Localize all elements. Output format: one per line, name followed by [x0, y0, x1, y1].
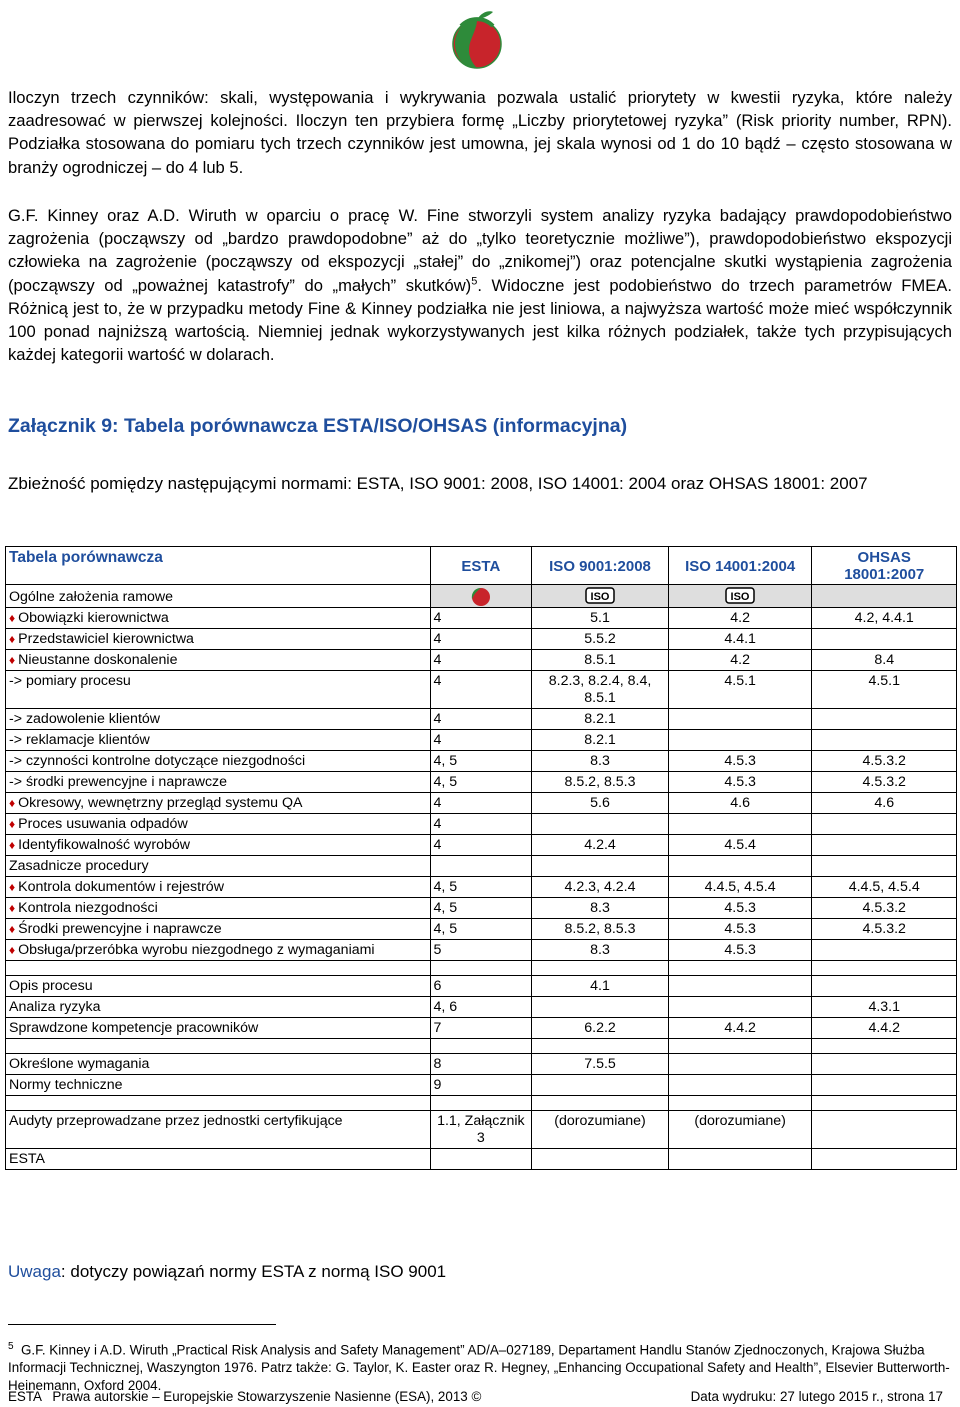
cell-ohsas	[812, 814, 957, 835]
cell-esta: 6	[430, 976, 532, 997]
cell-ohsas	[812, 940, 957, 961]
cell-iso14001	[668, 1054, 812, 1075]
cell-ohsas: 4.5.3.2	[812, 751, 957, 772]
cell-iso14001	[668, 730, 812, 751]
cell-esta: 4	[430, 671, 532, 709]
row-label-text: Analiza ryzyka	[9, 999, 101, 1015]
cell-ohsas: 4.2, 4.4.1	[812, 608, 957, 629]
cell-iso14001	[668, 1075, 812, 1096]
row-label	[6, 814, 431, 835]
table-row	[6, 709, 957, 730]
cell-esta: 4, 6	[430, 997, 532, 1018]
svg-text:ISO: ISO	[590, 591, 610, 604]
cell-esta: 4	[430, 793, 532, 814]
cell-esta: 4	[430, 730, 532, 751]
cell-esta	[430, 856, 532, 877]
diamond-bullet-icon: ♦	[9, 838, 16, 852]
cell-iso9001: 8.5.2, 8.5.3	[532, 919, 669, 940]
cell-ohsas: 4.5.1	[812, 671, 957, 709]
iso-logo-icon	[585, 587, 615, 604]
row-label	[6, 608, 431, 629]
diamond-bullet-icon: ♦	[9, 943, 16, 957]
iso14001-logo-cell	[668, 585, 812, 608]
iso9001-logo-cell	[532, 585, 669, 608]
row-label	[6, 772, 431, 793]
footnote-number: 5	[8, 1341, 14, 1352]
cell-iso14001	[668, 976, 812, 997]
table-logo-row	[6, 585, 957, 608]
cell-ohsas	[812, 856, 957, 877]
cell-iso9001	[532, 856, 669, 877]
footnote	[8, 1338, 952, 1394]
row-label	[6, 1018, 431, 1039]
cell-esta: 4, 5	[430, 877, 532, 898]
cell-iso14001: 4.6	[668, 793, 812, 814]
cell-iso9001: 7.5.5	[532, 1054, 669, 1075]
row-label-text: Kontrola niezgodności	[18, 900, 158, 916]
cell-iso9001: 5.5.2	[532, 629, 669, 650]
row-label	[6, 1149, 431, 1170]
cell-iso9001	[532, 1149, 669, 1170]
row-label-text: Proces usuwania odpadów	[18, 816, 188, 832]
footnote-text: G.F. Kinney i A.D. Wiruth „Practical Risk Analysis and Safety Management” AD/A–027189, Departament Handlu Stanów Zjednoczonych, Krajowa Służba Informacji Technicznej, Waszyngton 1976. Patrz także: G. Taylor, K. Easter oraz R. Hegney, „Enhancing Occupational Safety and Health”, Elsevier Butterworth-Heinemann, Oxford 2004.	[8, 1342, 950, 1393]
table-row	[6, 940, 957, 961]
esta-logo-icon	[447, 6, 507, 72]
table-row	[6, 751, 957, 772]
row-label	[6, 671, 431, 709]
table-spacer-row	[6, 1039, 957, 1054]
intro-text: Zbieżność pomiędzy następującymi normami: ESTA, ISO 9001: 2008, ISO 14001: 2004 oraz OHSAS 18001: 2007	[8, 474, 868, 493]
cell-iso9001	[532, 814, 669, 835]
table-row	[6, 1054, 957, 1075]
diamond-bullet-icon: ♦	[9, 653, 16, 667]
cell-ohsas: 8.4	[812, 650, 957, 671]
table-row	[6, 856, 957, 877]
cell-esta: 4, 5	[430, 919, 532, 940]
cell-ohsas: 4.3.1	[812, 997, 957, 1018]
table-row	[6, 1111, 957, 1149]
cell-iso9001: 8.2.3, 8.2.4, 8.4, 8.5.1	[532, 671, 669, 709]
paragraph-rpn: Iloczyn trzech czynników: skali, występowania i wykrywania pozwala ustalić priorytety w kwestii ryzyka, które należy zaadresować w pierwszej kolejności. Iloczyn ten przybiera formę „Liczby priorytetowej ryzyka” (Risk priority number, RPN). Podziałka stosowana do pomiaru tych trzech czynników jest umowna, jej skala wynosi od 1 do 10 bądź – często stosowana w branży ogrodniczej – do 4 lub 5.	[8, 88, 952, 177]
table-row	[6, 898, 957, 919]
cell-ohsas	[812, 1075, 957, 1096]
row-label	[6, 730, 431, 751]
row-label	[6, 877, 431, 898]
row-label-text: Identyfikowalność wyrobów	[18, 837, 191, 853]
row-label-text: Środki prewencyjne i naprawcze	[18, 921, 222, 937]
cell-iso9001: 4.2.4	[532, 835, 669, 856]
table-row	[6, 835, 957, 856]
row-label	[6, 976, 431, 997]
section-heading: Załącznik 9: Tabela porównawcza ESTA/ISO/OHSAS (informacyjna)	[8, 415, 628, 437]
row-label	[6, 793, 431, 814]
cell-iso9001: (dorozumiane)	[532, 1111, 669, 1149]
cell-iso9001: 8.5.1	[532, 650, 669, 671]
comparison-table	[5, 546, 957, 1170]
cell-iso9001: 5.6	[532, 793, 669, 814]
cell-ohsas: 4.5.3.2	[812, 772, 957, 793]
row-label	[6, 835, 431, 856]
row-label	[6, 898, 431, 919]
cell-esta: 4, 5	[430, 751, 532, 772]
table-row	[6, 1075, 957, 1096]
cell-iso9001: 4.1	[532, 976, 669, 997]
cell-ohsas	[812, 1054, 957, 1075]
cell-iso14001: 4.5.3	[668, 751, 812, 772]
cell-esta: 4, 5	[430, 898, 532, 919]
row-label-text: Zasadnicze procedury	[9, 858, 149, 874]
iso-logo-icon	[725, 587, 755, 604]
cell-ohsas: 4.4.5, 4.5.4	[812, 877, 957, 898]
cell-ohsas: 4.4.2	[812, 1018, 957, 1039]
row-label-text: -> pomiary procesu	[9, 673, 131, 689]
table-row	[6, 629, 957, 650]
col-header-iso14001: ISO 14001:2004	[668, 547, 812, 585]
cell-esta: 4	[430, 629, 532, 650]
table-spacer-row	[6, 1096, 957, 1111]
col-header-iso9001: ISO 9001:2008	[532, 547, 669, 585]
table-row	[6, 1018, 957, 1039]
cell-esta: 4	[430, 650, 532, 671]
row-label-text: Normy techniczne	[9, 1077, 123, 1093]
cell-ohsas: 4.5.3.2	[812, 919, 957, 940]
row-label-text: Obowiązki kierownictwa	[18, 610, 169, 626]
table-row	[6, 877, 957, 898]
diamond-bullet-icon: ♦	[9, 901, 16, 915]
cell-iso14001: 4.4.5, 4.5.4	[668, 877, 812, 898]
cell-ohsas	[812, 835, 957, 856]
row-label	[6, 997, 431, 1018]
row-label	[6, 1111, 431, 1149]
cell-esta: 4	[430, 608, 532, 629]
row-label	[6, 1075, 431, 1096]
cell-iso14001: (dorozumiane)	[668, 1111, 812, 1149]
cell-iso14001: 4.4.1	[668, 629, 812, 650]
row-label-text: Opis procesu	[9, 978, 93, 994]
table-row	[6, 671, 957, 709]
cell-esta: 7	[430, 1018, 532, 1039]
cell-iso14001	[668, 709, 812, 730]
cell-iso14001: 4.5.1	[668, 671, 812, 709]
cell-iso14001: 4.5.3	[668, 919, 812, 940]
cell-iso14001: 4.5.3	[668, 772, 812, 793]
cell-ohsas	[812, 976, 957, 997]
cell-iso9001: 6.2.2	[532, 1018, 669, 1039]
ohsas-logo-cell	[812, 585, 957, 608]
table-row	[6, 730, 957, 751]
note-label: Uwaga	[8, 1262, 61, 1281]
cell-iso9001: 5.1	[532, 608, 669, 629]
diamond-bullet-icon: ♦	[9, 817, 16, 831]
table-row	[6, 919, 957, 940]
cell-ohsas: 4.6	[812, 793, 957, 814]
cell-iso9001: 8.5.2, 8.5.3	[532, 772, 669, 793]
row-label-text: -> reklamacje klientów	[9, 732, 150, 748]
row-label	[6, 919, 431, 940]
esta-apple-icon	[468, 585, 494, 607]
cell-esta: 4	[430, 835, 532, 856]
paragraph-text-continued: . Widoczne jest podobieństwo do trzech parametrów FMEA. Różnicą jest to, że w przypadku metody Fine & Kinney podziałka nie jest liniowa, a najwyższa wartość może mieć współczynnik 100 ponad najniższą wartością. Niemniej jednak wykorzystywanych jest kilka różnych podziałek, także tych przypisujących każdej kategorii wartość w dolarach.	[8, 275, 952, 365]
table-row	[6, 1149, 957, 1170]
cell-iso9001	[532, 997, 669, 1018]
cell-iso9001: 8.2.1	[532, 709, 669, 730]
table-spacer-row	[6, 961, 957, 976]
table-row	[6, 814, 957, 835]
footnote-ref[interactable]: 5	[471, 275, 478, 288]
cell-iso14001	[668, 997, 812, 1018]
row-label-text: Audyty przeprowadzane przez jednostki certyfikujące	[9, 1113, 343, 1129]
cell-esta: 9	[430, 1075, 532, 1096]
cell-ohsas	[812, 730, 957, 751]
cell-iso9001	[532, 1075, 669, 1096]
row-label-text: Kontrola dokumentów i rejestrów	[18, 879, 224, 895]
row-label-text: ESTA	[9, 1151, 46, 1167]
cell-ohsas	[812, 1149, 957, 1170]
row-label	[6, 1054, 431, 1075]
paragraph-fine-kinney	[8, 204, 952, 366]
cell-iso14001	[668, 814, 812, 835]
diamond-bullet-icon: ♦	[9, 880, 16, 894]
cell-iso9001: 8.3	[532, 751, 669, 772]
row-label	[6, 751, 431, 772]
row-label-text: -> zadowolenie klientów	[9, 711, 161, 727]
table-row	[6, 976, 957, 997]
table-row	[6, 608, 957, 629]
row-label-text: -> środki prewencyjne i naprawcze	[9, 774, 228, 790]
table-header-row	[6, 547, 957, 585]
note	[8, 1262, 446, 1282]
diamond-bullet-icon: ♦	[9, 611, 16, 625]
note-text: : dotyczy powiązań normy ESTA z normą ISO 9001	[60, 1262, 447, 1281]
row-label-text: Sprawdzone kompetencje pracowników	[9, 1020, 259, 1036]
col-header-ohsas: OHSAS 18001:2007	[812, 547, 957, 585]
table-row	[6, 997, 957, 1018]
table-row	[6, 650, 957, 671]
table-row	[6, 772, 957, 793]
cell-iso14001: 4.5.3	[668, 940, 812, 961]
row-label-text: Okresowy, wewnętrzny przegląd systemu QA	[18, 795, 303, 811]
cell-esta: 4, 5	[430, 772, 532, 793]
table-title: Tabela porównawcza	[6, 547, 431, 585]
cell-esta: 1.1, Załącznik 3	[430, 1111, 532, 1149]
cell-iso14001: 4.2	[668, 650, 812, 671]
row-label-text: -> czynności kontrolne dotyczące niezgodności	[9, 753, 306, 769]
row-label-text: Określone wymagania	[9, 1056, 150, 1072]
table-subtitle: Ogólne założenia ramowe	[6, 585, 431, 608]
row-label-text: Przedstawiciel kierownictwa	[18, 631, 194, 647]
svg-text:ISO: ISO	[730, 591, 750, 604]
esta-logo-cell	[430, 585, 532, 608]
diamond-bullet-icon: ♦	[9, 796, 16, 810]
cell-iso9001: 8.2.1	[532, 730, 669, 751]
row-label	[6, 650, 431, 671]
row-label-text: Nieustanne doskonalenie	[18, 652, 178, 668]
col-header-esta: ESTA	[430, 547, 532, 585]
cell-esta	[430, 1149, 532, 1170]
cell-esta: 4	[430, 814, 532, 835]
diamond-bullet-icon: ♦	[9, 632, 16, 646]
cell-iso9001: 8.3	[532, 898, 669, 919]
footer-print-date: Data wydruku: 27 lutego 2015 r., strona 17	[690, 1389, 943, 1404]
cell-iso14001: 4.4.2	[668, 1018, 812, 1039]
cell-iso14001	[668, 856, 812, 877]
cell-iso14001: 4.5.4	[668, 835, 812, 856]
row-label	[6, 709, 431, 730]
cell-ohsas	[812, 629, 957, 650]
cell-esta: 8	[430, 1054, 532, 1075]
cell-iso14001: 4.5.3	[668, 898, 812, 919]
row-label	[6, 856, 431, 877]
cell-esta: 5	[430, 940, 532, 961]
row-label-text: Obsługa/przeróbka wyrobu niezgodnego z wymaganiami	[18, 942, 375, 958]
footnote-divider	[8, 1324, 276, 1325]
cell-ohsas: 4.5.3.2	[812, 898, 957, 919]
cell-ohsas	[812, 1111, 957, 1149]
row-label	[6, 629, 431, 650]
paragraph-text: G.F. Kinney oraz A.D. Wiruth w oparciu o pracę W. Fine stworzyli system analizy ryzyka badający prawdopodobieństwo zagrożenia (począwszy od „bardzo prawdopodobne” aż do „tylko teoretycznie możliwe”), prawdopodobieństwo ekspozycji człowieka na zagrożenie (począwszy od ekspozycji „stałej” do „znikomej”) oraz potencjalne skutki wystąpienia zagrożenia (począwszy od „poważnej katastrofy” do „małych” skutków)	[8, 206, 952, 295]
cell-ohsas	[812, 709, 957, 730]
table-row	[6, 793, 957, 814]
cell-iso14001: 4.2	[668, 608, 812, 629]
cell-iso9001: 4.2.3, 4.2.4	[532, 877, 669, 898]
cell-iso9001: 8.3	[532, 940, 669, 961]
row-label	[6, 940, 431, 961]
diamond-bullet-icon: ♦	[9, 922, 16, 936]
cell-esta: 4	[430, 709, 532, 730]
footer-copyright: ESTA Prawa autorskie – Europejskie Stowarzyszenie Nasienne (ESA), 2013 ©	[8, 1389, 482, 1404]
cell-iso14001	[668, 1149, 812, 1170]
